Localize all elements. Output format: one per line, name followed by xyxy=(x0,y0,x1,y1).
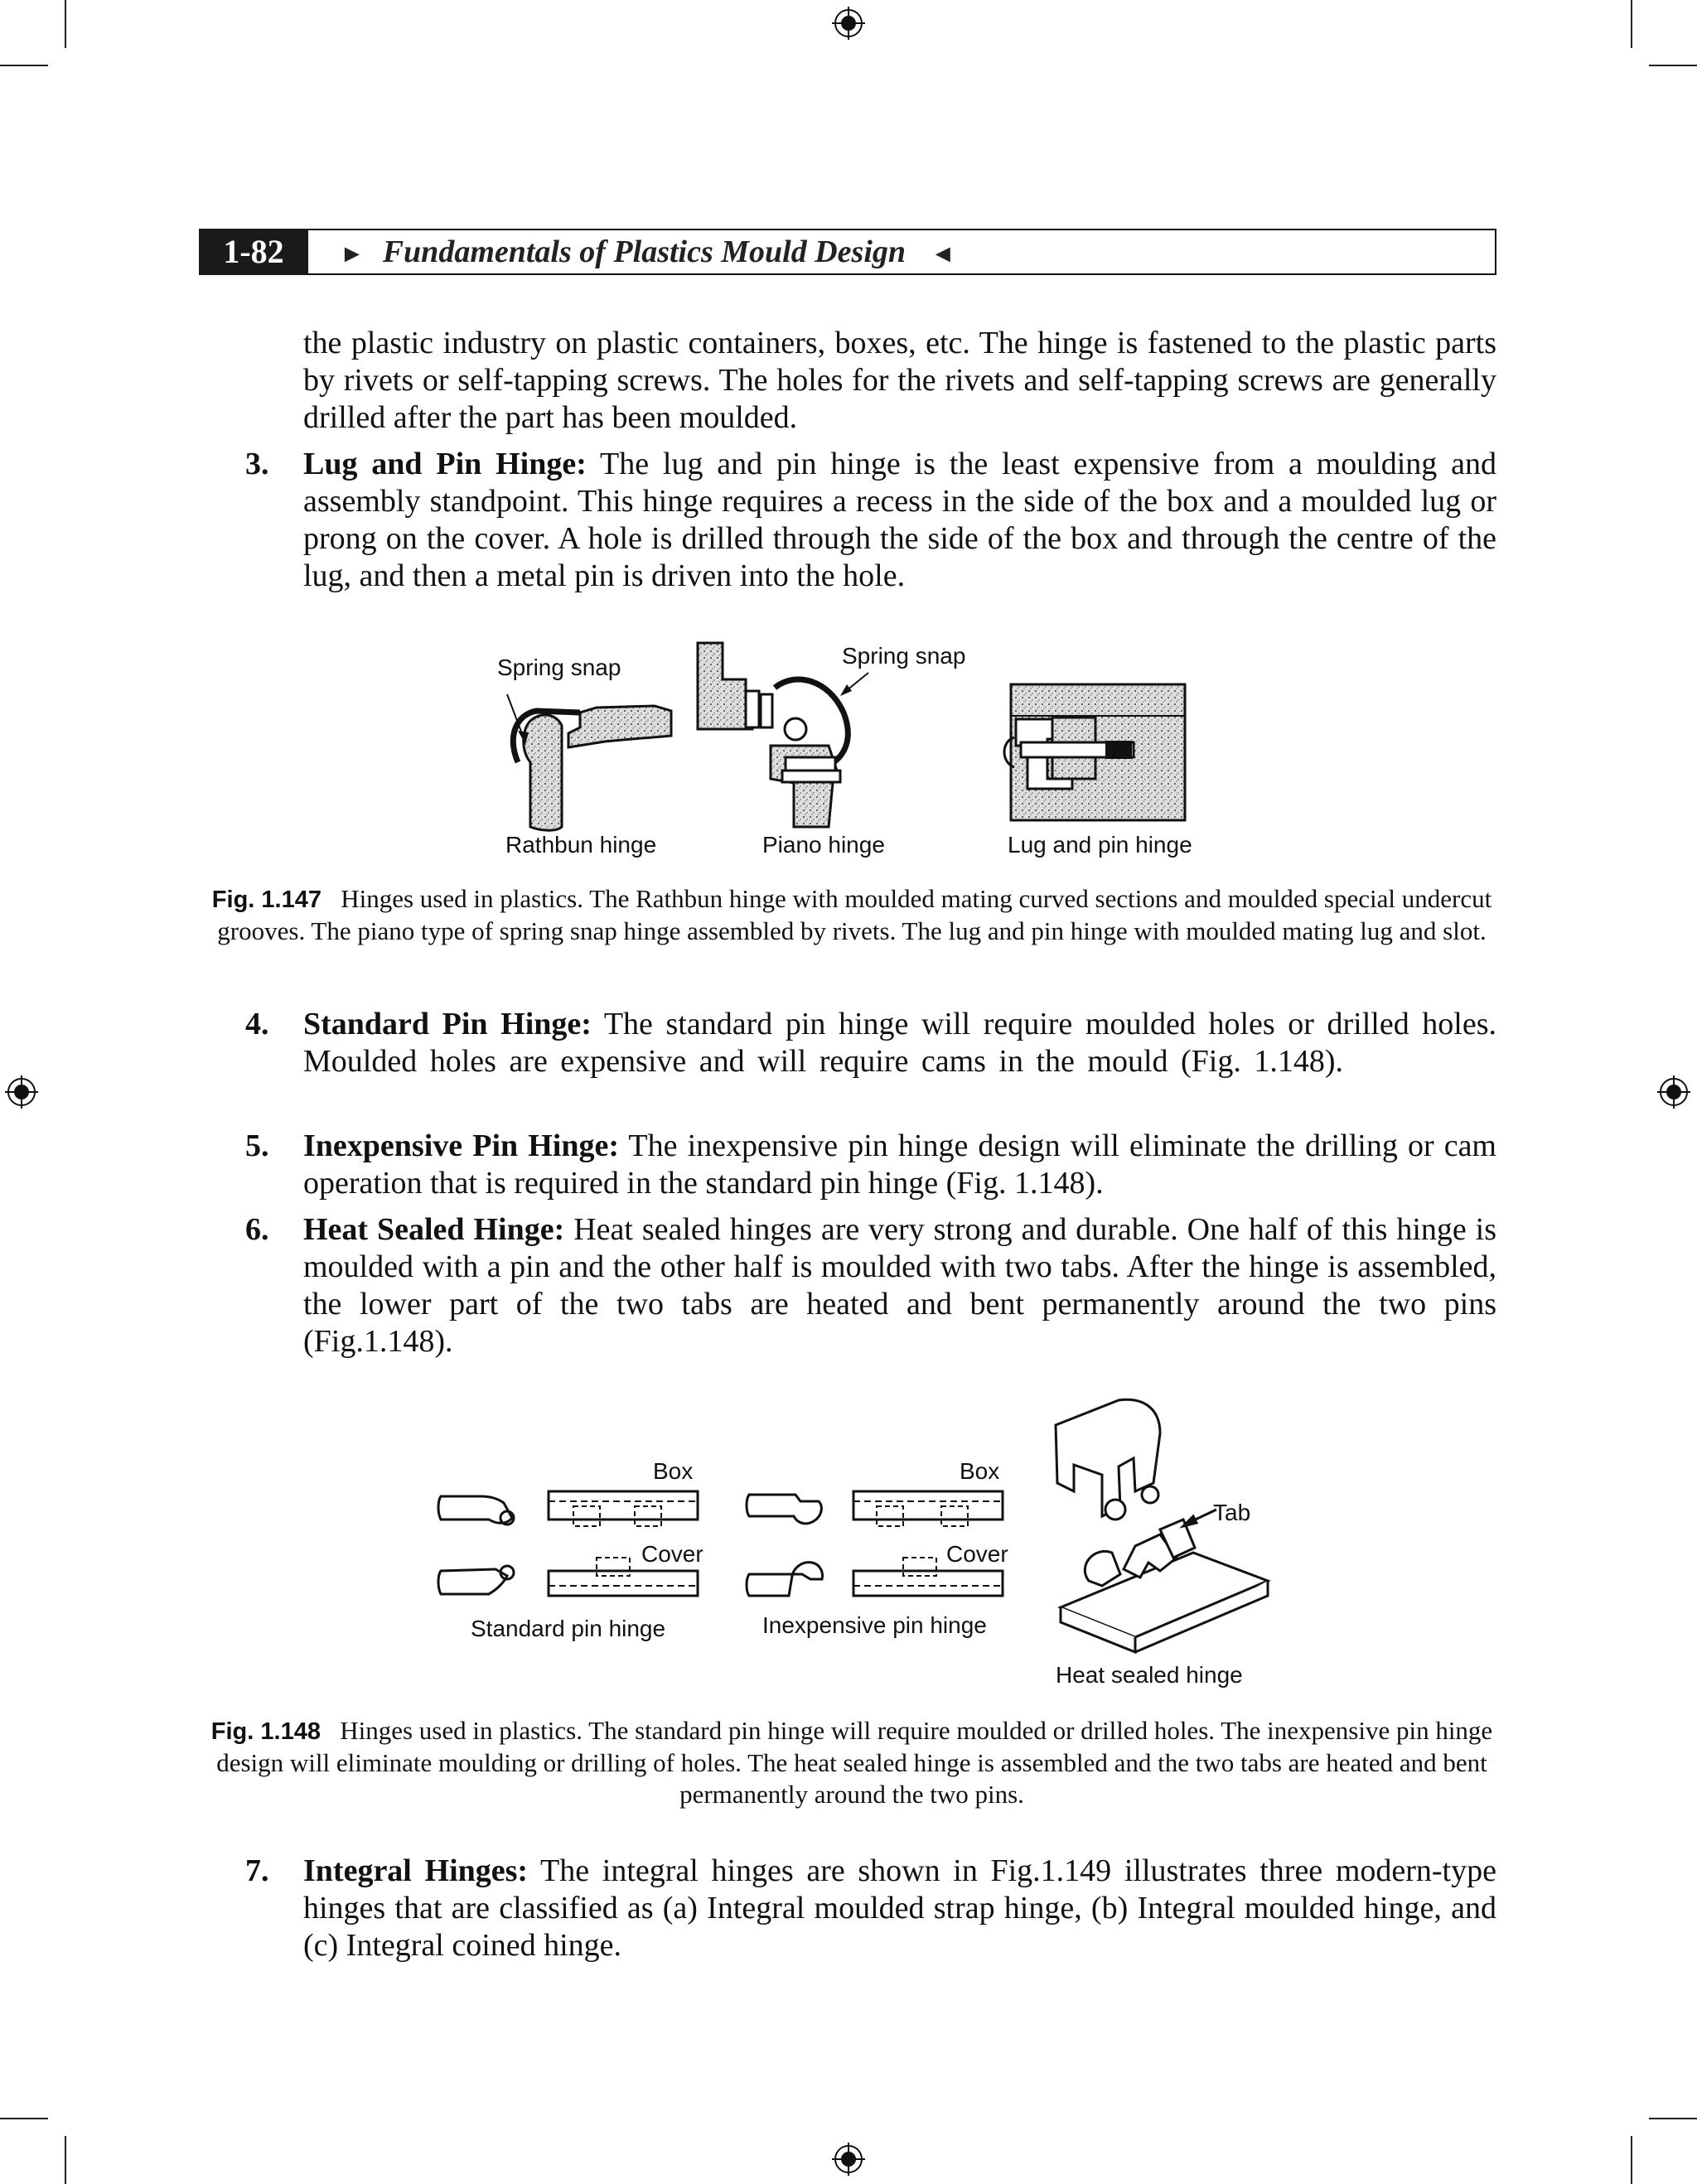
item-term: Lug and Pin Hinge: xyxy=(303,447,587,481)
item-number: 7. xyxy=(245,1853,269,1888)
piano-hinge-label: Piano hinge xyxy=(762,832,885,858)
crop-mark xyxy=(0,2118,48,2119)
figure-1-148-drawing xyxy=(0,1392,1697,1698)
right-pointer-icon: ► xyxy=(340,240,365,268)
crop-mark xyxy=(1631,0,1632,48)
item-text: The inexpensive pin hinge design will eliminate the drilling or cam operation that is required in the standard pin hinge (Fig. 1.148). xyxy=(303,1128,1496,1201)
item-number: 6. xyxy=(245,1212,269,1247)
registration-mark-icon xyxy=(832,7,865,40)
running-title xyxy=(340,229,955,275)
crop-mark xyxy=(1649,65,1697,66)
caption-text: Hinges used in plastics. The Rathbun hinge with moulded mating curved sections and moulded special undercut grooves. The piano type of spring snap hinge assembled by rivets. The lug and pin hinge with moulded mating lug and slot. xyxy=(217,884,1492,945)
crop-mark xyxy=(1649,2118,1697,2119)
standard-pin-hinge-label: Standard pin hinge xyxy=(471,1616,666,1641)
figure-label: Fig. 1.148 xyxy=(210,1718,321,1745)
item-text: Heat sealed hinges are very strong and durable. One half of this hinge is moulded with a pin and the other half is moulded with two tabs. After the hinge is assembled, the lower part of the two tabs are heated and bent permanently around the two pins (Fig.1.148). xyxy=(303,1212,1497,1359)
item-number: 3. xyxy=(245,447,269,481)
caption-text: Hinges used in plastics. The standard pin hinge will require moulded or drilled holes. The inexpensive pin hinge design will eliminate moulding or drilling of holes. The heat sealed hinge is assembled and the two tabs are heated and bent permanently around the two pins. xyxy=(216,1716,1493,1809)
tab-label: Tab xyxy=(1213,1500,1251,1525)
spring-snap-label-right: Spring snap xyxy=(842,643,966,669)
cover-label: Cover xyxy=(641,1541,703,1567)
item-text: The standard pin hinge will require moulded holes or drilled holes. Moulded holes are expensive and will require cams in the mould (Fig. 1.148). xyxy=(303,1007,1496,1079)
inexpensive-pin-hinge-label: Inexpensive pin hinge xyxy=(762,1612,987,1638)
piano-hinge-drawing xyxy=(698,643,868,827)
item-text: The integral hinges are shown in Fig.1.149 illustrates three modern-type hinges that are classified as (a) Integral moulded strap hinge, (b) Integral moulded hinge, and (c) Integral coined hinge. xyxy=(303,1853,1496,1963)
registration-mark-icon xyxy=(5,1075,38,1109)
item-term: Integral Hinges: xyxy=(303,1853,529,1888)
rathbun-hinge-label: Rathbun hinge xyxy=(505,832,657,858)
lug-and-pin-hinge-drawing xyxy=(1004,684,1185,820)
box-label: Box xyxy=(653,1458,694,1484)
crop-mark xyxy=(0,65,48,66)
item-text: The lug and pin hinge is the least expensive from a moulding and assembly standpoint. This hinge requires a recess in the side of the box and a moulded lug or prong on the cover. A hole is drilled through the side of the box and through the centre of the lug, and then a metal pin is driven into the hole. xyxy=(303,447,1496,593)
intro-paragraph: the plastic industry on plastic containers, boxes, etc. The hinge is fastened to the plastic parts by rivets or self-tapping screws. The holes for the rivets and self-tapping screws are generally drilled after the part has been moulded. xyxy=(303,326,1496,435)
crop-mark xyxy=(65,0,66,48)
item-term: Standard Pin Hinge: xyxy=(303,1007,592,1041)
figure-1-148-caption xyxy=(207,1715,1496,1810)
item-number: 5. xyxy=(245,1128,269,1163)
crop-mark xyxy=(1631,2136,1632,2184)
figure-1-147-caption xyxy=(207,883,1496,947)
page-number: 1-82 xyxy=(199,229,308,275)
book-title: Fundamentals of Plastics Mould Design xyxy=(382,234,907,269)
lug-pin-hinge-label: Lug and pin hinge xyxy=(1008,832,1192,858)
box-label: Box xyxy=(960,1458,1000,1484)
crop-mark xyxy=(65,2136,66,2184)
heat-sealed-hinge-label: Heat sealed hinge xyxy=(1056,1662,1243,1688)
item-number: 4. xyxy=(245,1007,269,1041)
registration-mark-icon xyxy=(1657,1075,1690,1109)
item-term: Heat Sealed Hinge: xyxy=(303,1212,565,1247)
rathbun-hinge-drawing xyxy=(507,694,671,830)
cover-label: Cover xyxy=(946,1541,1008,1567)
figure-label: Fig. 1.147 xyxy=(211,887,322,913)
registration-mark-icon xyxy=(832,2143,865,2176)
left-pointer-icon: ◄ xyxy=(931,240,955,268)
item-term: Inexpensive Pin Hinge: xyxy=(303,1128,620,1163)
spring-snap-label-left: Spring snap xyxy=(497,655,621,680)
